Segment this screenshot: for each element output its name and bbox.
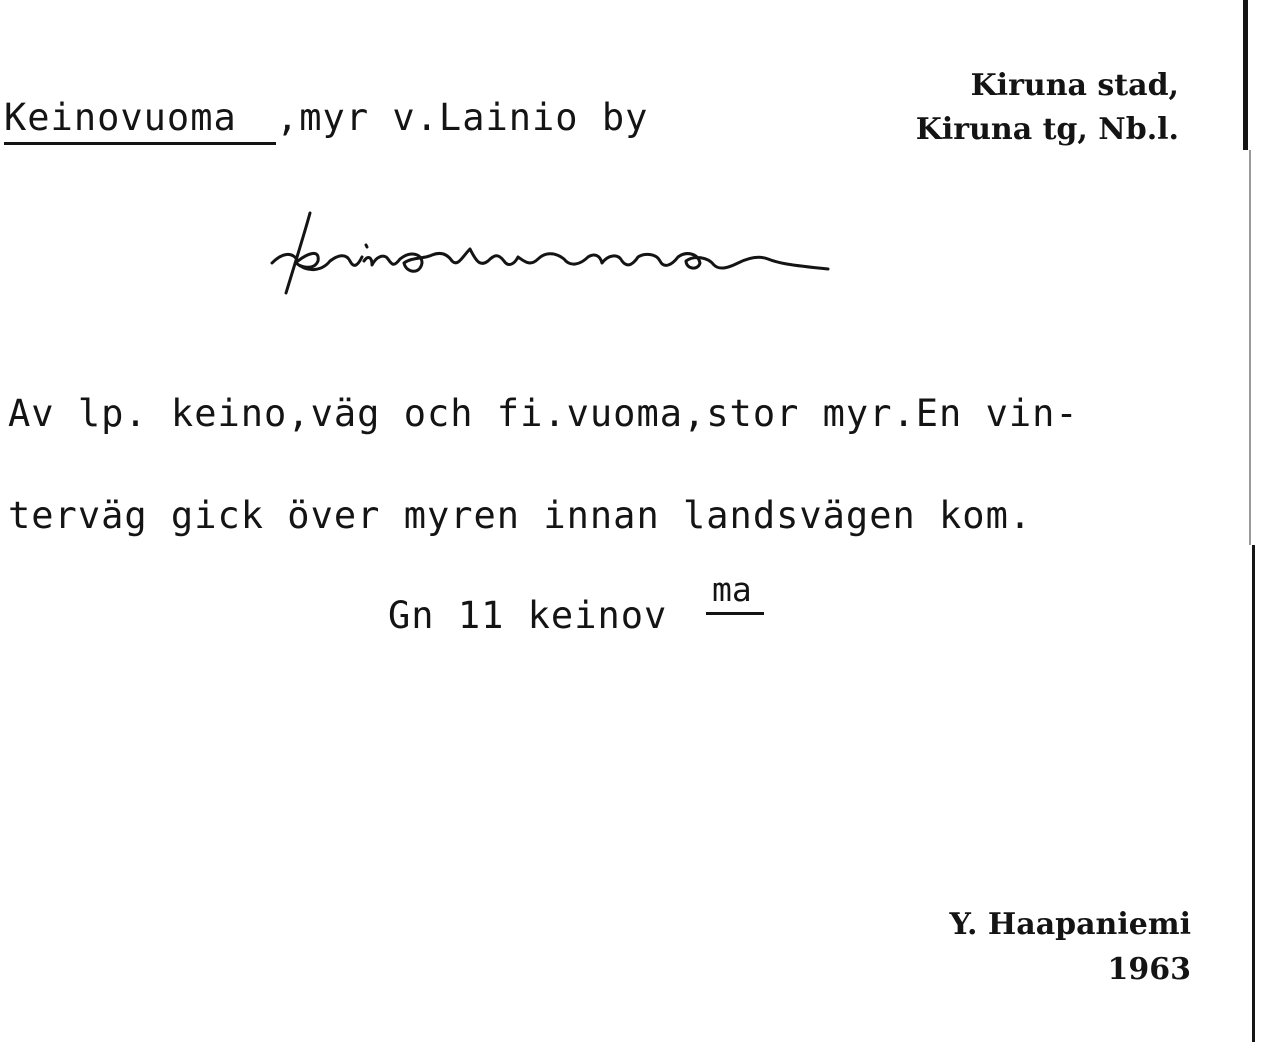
year: 1963 <box>1107 952 1191 987</box>
source-superscript: ma <box>712 570 752 609</box>
headword-underline <box>4 142 276 145</box>
author-name: Y. Haapaniemi <box>949 907 1191 942</box>
card-edge <box>1249 150 1251 545</box>
definition-line-1: Av lp. keino,väg och fi.vuoma,stor myr.En vin- <box>8 392 1079 435</box>
admin-line-1: Kiruna stad, <box>970 68 1179 103</box>
source-reference: Gn 11 keinov <box>388 594 668 637</box>
headword: Keinovuoma <box>4 96 237 139</box>
handwritten-form <box>268 205 848 305</box>
admin-line-2: Kiruna tg, Nb.l. <box>915 112 1179 147</box>
card-edge <box>1252 545 1255 1042</box>
definition-line-2: terväg gick över myren innan landsvägen kom. <box>8 494 1033 537</box>
card-edge <box>1243 0 1248 150</box>
superscript-underline <box>706 612 764 615</box>
location-note: ,myr v.Lainio by <box>276 96 649 139</box>
